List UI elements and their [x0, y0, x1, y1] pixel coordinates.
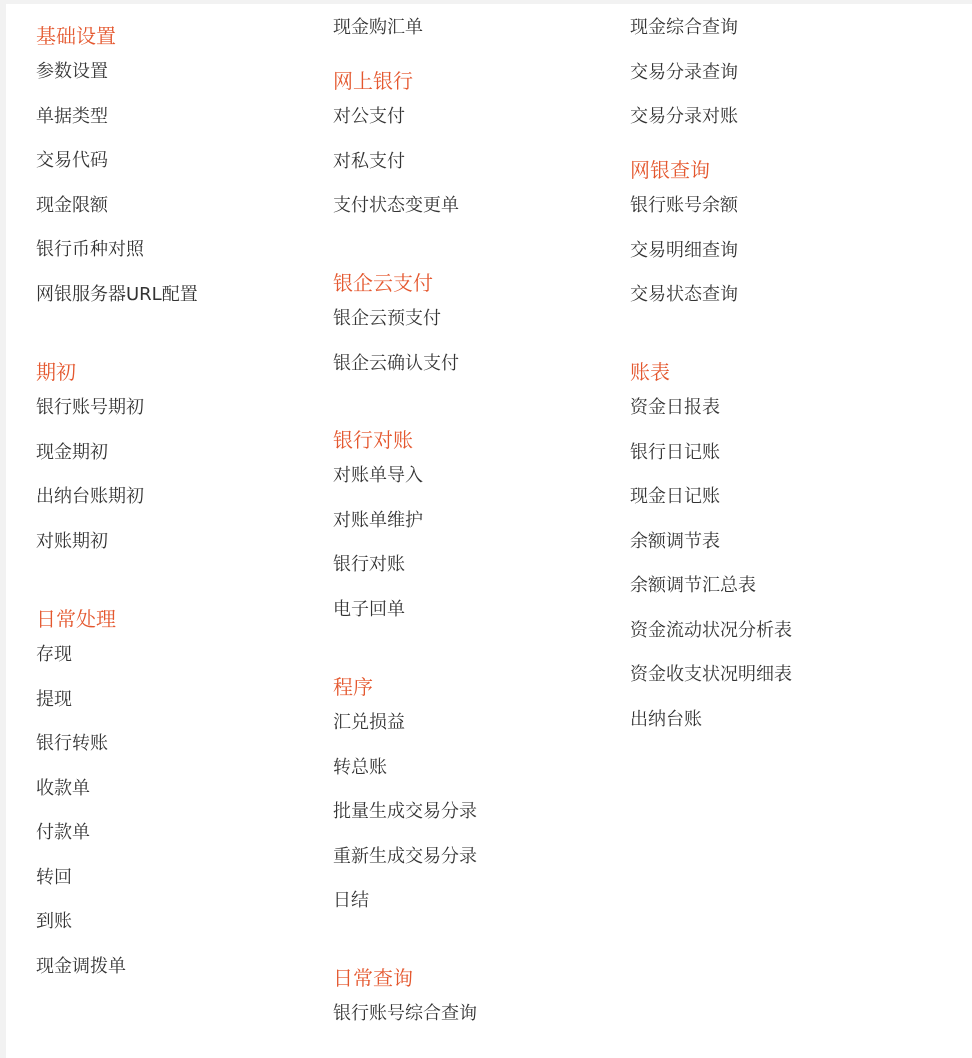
menu-link[interactable]: 银行账号综合查询: [333, 1003, 477, 1024]
menu-link[interactable]: 存现: [36, 644, 72, 665]
section-title: 基础设置: [36, 24, 116, 48]
section-title: 账表: [630, 360, 670, 384]
menu-link[interactable]: 交易分录对账: [630, 106, 738, 127]
menu-link[interactable]: 支付状态变更单: [333, 195, 459, 216]
menu-link[interactable]: 交易分录查询: [630, 61, 738, 83]
section-title: 日常查询: [333, 966, 413, 990]
menu-link[interactable]: 银企云确认支付: [333, 352, 459, 374]
menu-link[interactable]: 出纳台账: [630, 708, 702, 730]
menu-link[interactable]: 出纳台账期初: [36, 486, 144, 507]
menu-link[interactable]: 银行对账: [333, 554, 405, 575]
section-title: 期初: [36, 360, 76, 384]
menu-link[interactable]: 现金调拨单: [36, 955, 126, 977]
section-title: 日常处理: [36, 607, 116, 631]
menu-link[interactable]: 银企云预支付: [333, 308, 441, 329]
menu-link[interactable]: 网银服务器URL配置: [36, 283, 198, 305]
menu-link[interactable]: 现金期初: [36, 441, 108, 463]
menu-link[interactable]: 银行日记账: [630, 441, 720, 463]
menu-link[interactable]: 参数设置: [36, 61, 108, 82]
menu-link[interactable]: 银行账号余额: [630, 195, 738, 216]
menu-link[interactable]: 日结: [333, 890, 369, 911]
menu-link[interactable]: 银行币种对照: [36, 239, 144, 260]
menu-link[interactable]: 现金综合查询: [630, 17, 738, 38]
menu-link[interactable]: 转回: [36, 866, 72, 888]
menu-link[interactable]: 对账期初: [36, 530, 108, 552]
menu-link[interactable]: 到账: [36, 911, 72, 932]
menu-link[interactable]: 对账单导入: [333, 465, 423, 486]
menu-link[interactable]: 重新生成交易分录: [333, 845, 477, 867]
menu-link[interactable]: 银行账号期初: [36, 397, 144, 418]
menu-link[interactable]: 付款单: [36, 822, 90, 843]
menu-link[interactable]: 对账单维护: [333, 509, 423, 531]
menu-panel: [6, 4, 972, 1058]
menu-link[interactable]: 对公支付: [333, 106, 405, 127]
section-title: 网银查询: [630, 158, 710, 182]
menu-link[interactable]: 转总账: [333, 756, 387, 778]
menu-link[interactable]: 交易状态查询: [630, 284, 738, 305]
menu-link[interactable]: 余额调节汇总表: [630, 575, 756, 596]
menu-link[interactable]: 交易代码: [36, 150, 108, 171]
menu-link[interactable]: 电子回单: [333, 598, 405, 620]
menu-link[interactable]: 单据类型: [36, 105, 108, 127]
menu-link[interactable]: 现金日记账: [630, 486, 720, 507]
menu-link[interactable]: 收款单: [36, 777, 90, 799]
section-title: 银企云支付: [333, 271, 433, 295]
menu-link[interactable]: 银行转账: [36, 733, 108, 754]
menu-link[interactable]: 资金流动状况分析表: [630, 619, 792, 641]
menu-link[interactable]: 现金限额: [36, 194, 108, 216]
menu-link[interactable]: 提现: [36, 688, 72, 710]
menu-link[interactable]: 余额调节表: [630, 530, 720, 552]
menu-link[interactable]: 交易明细查询: [630, 239, 738, 261]
menu-link[interactable]: 对私支付: [333, 150, 405, 172]
menu-link[interactable]: 资金收支状况明细表: [630, 664, 792, 685]
section-title: 银行对账: [333, 428, 413, 452]
menu-link[interactable]: 资金日报表: [630, 397, 720, 418]
menu-link[interactable]: 现金购汇单: [333, 17, 423, 38]
section-title: 网上银行: [333, 69, 413, 93]
menu-link[interactable]: 汇兑损益: [333, 712, 405, 733]
section-title: 程序: [333, 675, 373, 699]
menu-link[interactable]: 批量生成交易分录: [333, 801, 477, 822]
